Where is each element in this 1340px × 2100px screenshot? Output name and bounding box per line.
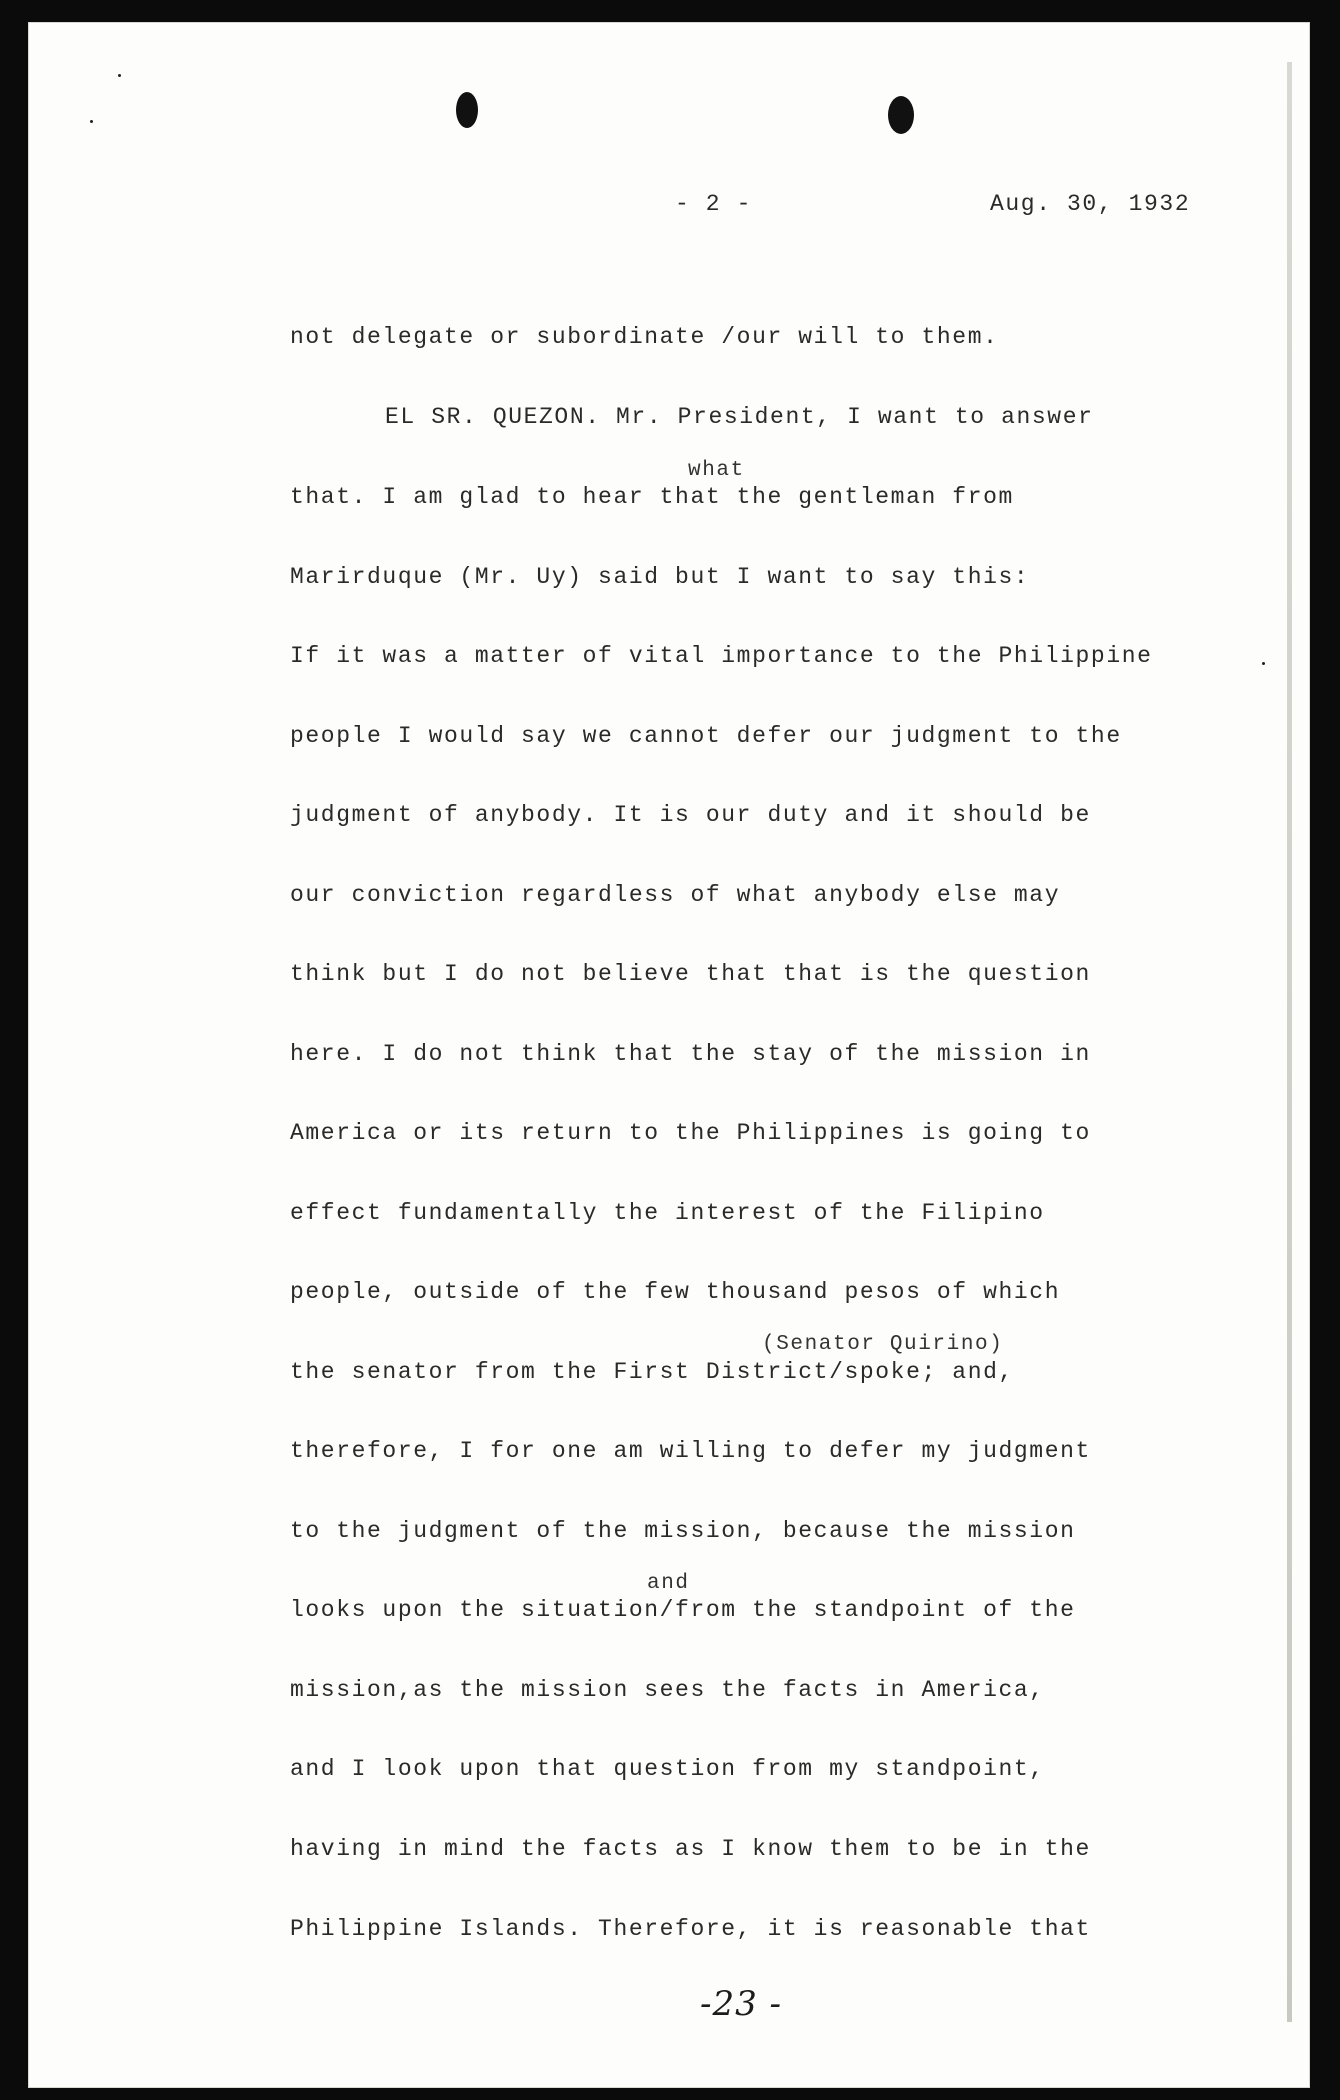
page-number: - 2 - [675,191,753,217]
text-line: therefore, I for one am willing to defer my judgment [290,1438,1091,1464]
inserted-annotation: (Senator Quirino) [762,1333,1004,1356]
binder-hole-left [456,92,478,128]
text-line: the senator from the First District/spoke; and, [290,1359,1014,1385]
page-edge-shadow [1287,62,1292,2022]
inserted-annotation: and [647,1572,690,1595]
text-line: looks upon the situation/from the standpoint of the [290,1597,1076,1623]
text-line: Philippine Islands. Therefore, it is reasonable that [290,1916,1091,1942]
text-line: judgment of anybody. It is our duty and it should be [290,802,1091,828]
text-line: If it was a matter of vital importance to the Philippine [290,643,1153,669]
text-line: effect fundamentally the interest of the Filipino [290,1200,1045,1226]
text-line: to the judgment of the mission, because the mission [290,1518,1076,1544]
text-line: here. I do not think that the stay of the mission in [290,1041,1091,1067]
text-line: having in mind the facts as I know them to be in the [290,1836,1091,1862]
handwritten-insertion: what [688,459,745,482]
paper-speck [90,120,93,123]
text-line: people, outside of the few thousand pesos of which [290,1279,1061,1305]
text-line: that. I am glad to hear that the gentleman from [290,484,1014,510]
document-date: Aug. 30, 1932 [990,191,1191,217]
text-line: America or its return to the Philippines is going to [290,1120,1091,1146]
text-line: mission,as the mission sees the facts in America, [290,1677,1045,1703]
text-line: and I look upon that question from my standpoint, [290,1756,1045,1782]
paper-speck [118,74,121,77]
binder-hole-right [888,96,914,134]
handwritten-page-mark: -23 - [700,1984,783,2024]
paper-speck [1262,662,1265,665]
text-line: not delegate or subordinate /our will to them. [290,324,999,350]
text-line: people I would say we cannot defer our judgment to the [290,723,1122,749]
text-line: Marirduque (Mr. Uy) said but I want to say this: [290,564,1030,590]
text-line: our conviction regardless of what anybody else may [290,882,1061,908]
text-line: EL SR. QUEZON. Mr. President, I want to answer [385,404,1094,430]
text-line: think but I do not believe that that is the question [290,961,1091,987]
